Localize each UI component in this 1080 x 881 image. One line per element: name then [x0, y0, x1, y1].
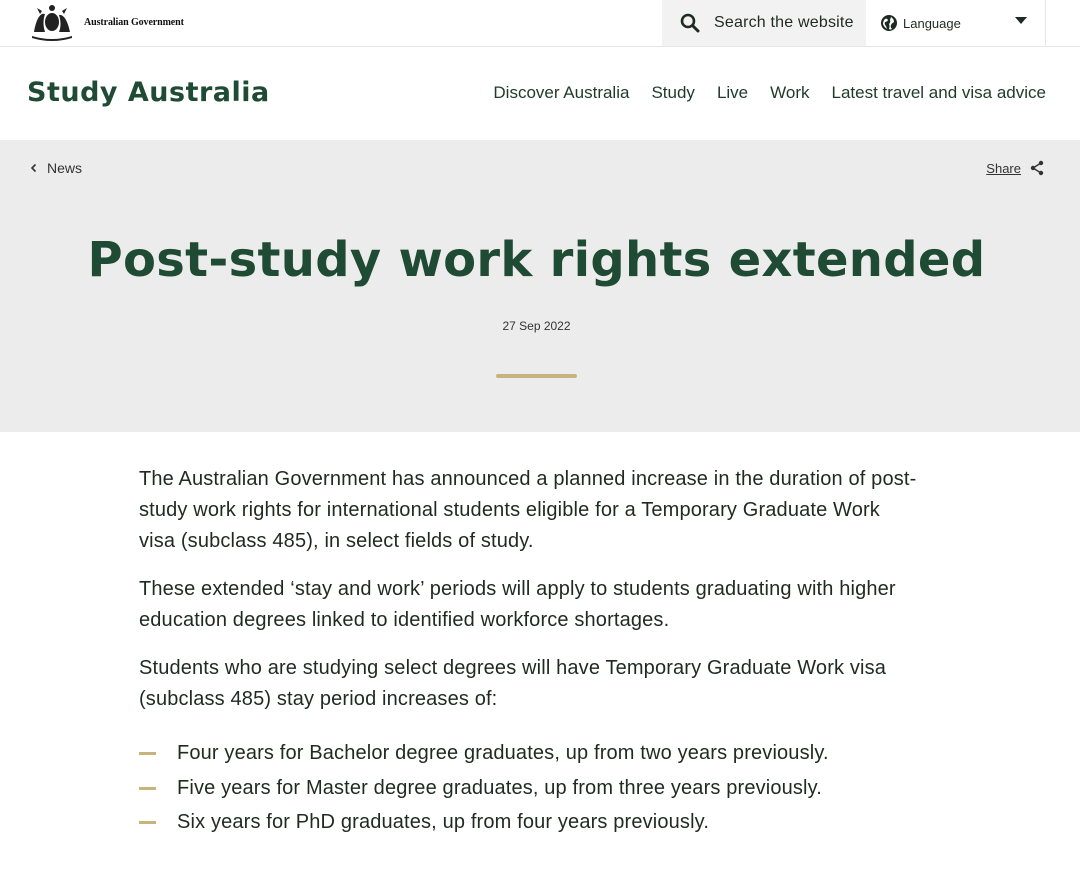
dash-bullet-icon — [139, 821, 156, 824]
search-icon — [680, 13, 700, 33]
article-body — [139, 464, 919, 845]
government-logo-text: Australian Government — [84, 16, 184, 28]
list-item-text: Five years for Master degree graduates, up from three years previously. — [177, 776, 823, 799]
language-label: Language — [903, 15, 961, 31]
nav-item-live[interactable]: Live — [716, 83, 749, 102]
chevron-down-icon — [1015, 17, 1027, 24]
publish-date: 27 Sep 2022 — [502, 319, 571, 333]
share-icon — [1030, 160, 1044, 176]
list-item-text: Four years for Bachelor degree graduates, up from two years previously. — [177, 742, 829, 764]
article-paragraph: These extended ‘stay and work’ periods will apply to students graduating with higher education degrees linked to identified workforce shortages. — [139, 578, 896, 631]
language-selector[interactable] — [866, 0, 1046, 46]
share-label: Share — [986, 160, 1021, 176]
decorative-divider — [496, 374, 577, 378]
search-label: Search the website — [714, 14, 854, 31]
primary-nav — [493, 83, 1046, 103]
nav-item-discover-australia[interactable]: Discover Australia — [493, 83, 630, 102]
list-item — [139, 741, 919, 765]
stay-period-list — [139, 741, 919, 834]
globe-icon — [880, 14, 898, 32]
back-link-label: News — [47, 160, 83, 176]
study-australia-logo[interactable]: Study Australia — [27, 77, 270, 108]
dash-bullet-icon — [139, 752, 156, 755]
share-button[interactable] — [986, 160, 1044, 176]
coat-of-arms-icon — [26, 2, 78, 42]
article-hero — [0, 140, 1080, 432]
chevron-left-icon — [30, 163, 37, 173]
list-item-text: Six years for PhD graduates, up from four years previously. — [177, 811, 710, 833]
nav-item-work[interactable]: Work — [770, 83, 810, 102]
nav-item-study[interactable]: Study — [651, 83, 695, 102]
australian-government-logo[interactable] — [26, 2, 184, 42]
page-title: Post-study work rights extended — [87, 232, 986, 288]
back-to-news-link[interactable] — [30, 160, 82, 176]
site-search-button[interactable] — [662, 0, 866, 46]
article-paragraph: The Australian Government has announced a planned increase in the duration of post-study work rights for international students eligible for a Temporary Graduate Work visa (subclass 485), in select fields of study. — [139, 468, 917, 552]
top-utility-bar — [0, 0, 1080, 47]
dash-bullet-icon — [139, 787, 156, 790]
article-paragraph: Students who are studying select degrees will have Temporary Graduate Work visa (subclass 485) stay period increases of: — [139, 657, 887, 710]
list-item — [139, 776, 919, 800]
list-item — [139, 810, 919, 834]
nav-item-travel-visa-advice[interactable]: Latest travel and visa advice — [831, 83, 1046, 102]
main-navigation — [0, 47, 1080, 140]
